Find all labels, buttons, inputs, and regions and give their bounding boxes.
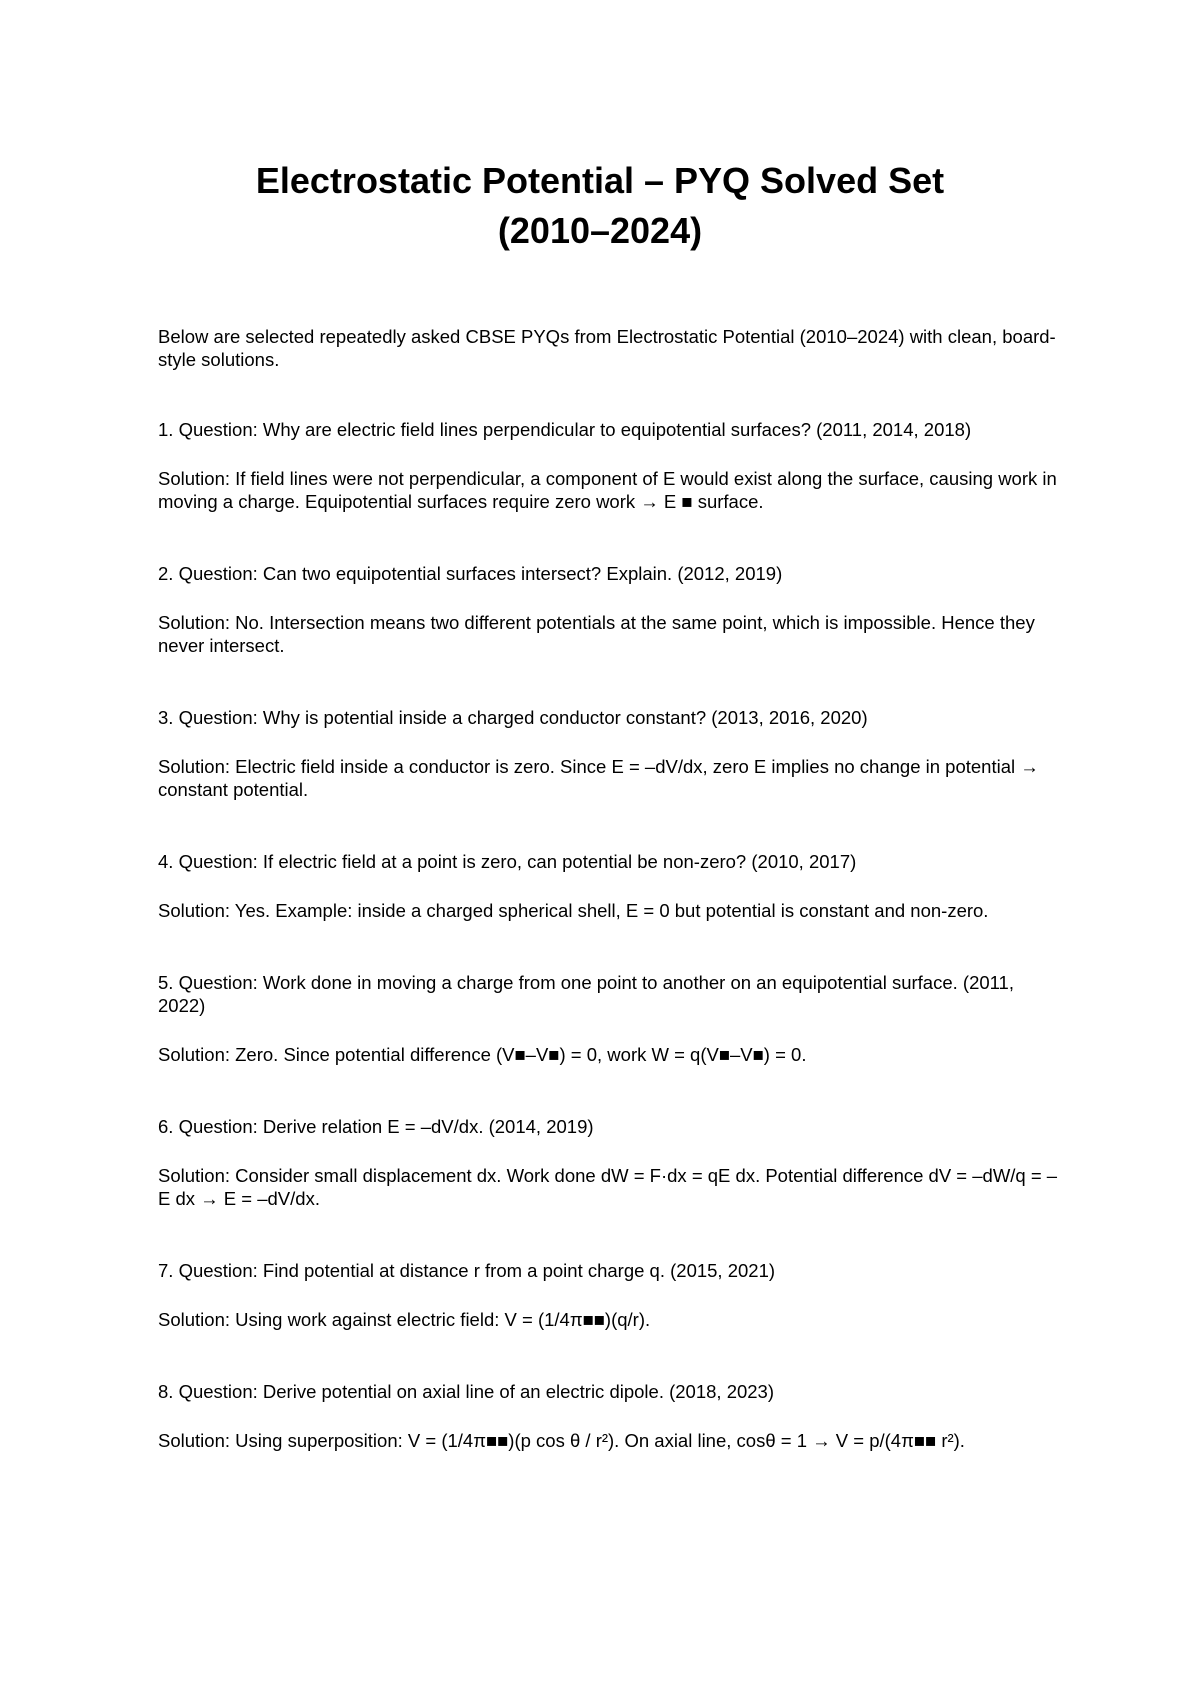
solution-4: Solution: Yes. Example: inside a charged spherical shell, E = 0 but potential is constant and non-zero.	[158, 900, 989, 921]
page-title	[0, 156, 1200, 256]
solution-1: Solution: If field lines were not perpendicular, a component of E would exist along the surface, causing work in moving a charge. Equipotential surfaces require zero work → E ■ surface.	[158, 468, 1057, 512]
solution-6: Solution: Consider small displacement dx. Work done dW = F·dx = qE dx. Potential difference dV = –dW/q = –E dx → E = –dV/dx.	[158, 1165, 1058, 1209]
qa-item-6	[158, 1115, 1058, 1210]
question-6: 6. Question: Derive relation E = –dV/dx. (2014, 2019)	[158, 1116, 594, 1137]
question-7: 7. Question: Find potential at distance r from a point charge q. (2015, 2021)	[158, 1260, 776, 1281]
qa-item-1	[158, 418, 1058, 513]
title-line-1: Electrostatic Potential – PYQ Solved Set	[255, 160, 945, 201]
question-3: 3. Question: Why is potential inside a charged conductor constant? (2013, 2016, 2020)	[158, 707, 868, 728]
question-4: 4. Question: If electric field at a point is zero, can potential be non-zero? (2010, 2017)	[158, 851, 857, 872]
question-2: 2. Question: Can two equipotential surfaces intersect? Explain. (2012, 2019)	[158, 563, 783, 584]
qa-item-3	[158, 706, 1058, 801]
document-body	[158, 325, 1058, 1501]
solution-5: Solution: Zero. Since potential difference (V■–V■) = 0, work W = q(V■–V■) = 0.	[158, 1044, 807, 1065]
qa-item-8	[158, 1380, 1058, 1452]
solution-8: Solution: Using superposition: V = (1/4π■■)(p cos θ / r²). On axial line, cosθ = 1 → V = p/(4π■■ r²).	[158, 1430, 965, 1451]
solution-3: Solution: Electric field inside a conductor is zero. Since E = –dV/dx, zero E implies no change in potential → constant potential.	[158, 756, 1039, 800]
qa-item-7	[158, 1259, 1058, 1331]
qa-item-2	[158, 562, 1058, 657]
solution-7: Solution: Using work against electric field: V = (1/4π■■)(q/r).	[158, 1309, 651, 1330]
question-8: 8. Question: Derive potential on axial line of an electric dipole. (2018, 2023)	[158, 1381, 775, 1402]
title-line-2: (2010–2024)	[497, 210, 703, 251]
question-5: 5. Question: Work done in moving a charge from one point to another on an equipotential surface. (2011, 2022)	[158, 972, 1014, 1016]
qa-item-4	[158, 850, 1058, 922]
qa-item-5	[158, 971, 1058, 1066]
intro-paragraph: Below are selected repeatedly asked CBSE PYQs from Electrostatic Potential (2010–2024) with clean, board-style solutions.	[158, 326, 1056, 370]
solution-2: Solution: No. Intersection means two different potentials at the same point, which is impossible. Hence they never intersect.	[158, 612, 1035, 656]
question-1: 1. Question: Why are electric field lines perpendicular to equipotential surfaces? (2011, 2014, 2018)	[158, 419, 972, 440]
